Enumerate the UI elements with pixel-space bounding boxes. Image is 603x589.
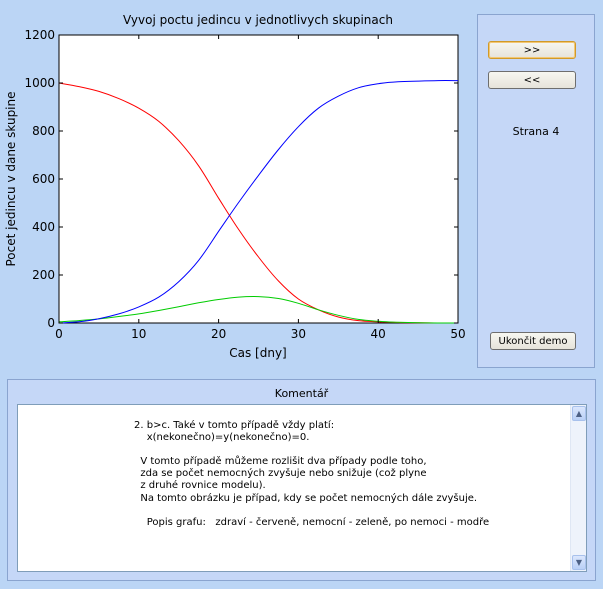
y-tick-label: 200 bbox=[32, 268, 55, 282]
y-tick-label: 1000 bbox=[24, 76, 55, 90]
comment-scrollbar[interactable] bbox=[570, 405, 586, 571]
previous-page-button[interactable]: << bbox=[488, 71, 576, 89]
comment-panel bbox=[7, 379, 596, 581]
comment-textarea[interactable] bbox=[17, 404, 587, 572]
y-tick-label: 1200 bbox=[24, 28, 55, 42]
chart-title: Vyvoj poctu jedincu v jednotlivych skupinach bbox=[123, 13, 393, 27]
x-tick-label: 20 bbox=[210, 327, 227, 341]
end-demo-button[interactable]: Ukončit demo bbox=[490, 332, 576, 350]
y-axis-label: Pocet jedincu v dane skupine bbox=[4, 91, 18, 267]
x-axis-label: Cas [dny] bbox=[229, 346, 287, 360]
comment-title: Komentář bbox=[274, 387, 329, 400]
y-tick-label: 0 bbox=[47, 316, 55, 330]
y-tick-label: 400 bbox=[32, 220, 55, 234]
comment-text: 2. b>c. Také v tomto případě vždy platí: x(nekonečno)=y(nekonečno)=0. V tomto případě můžeme rozlišit dva případy podle toho, zda se počet nemocných zvyšuje nebo snižuje (což plyne z druhé rovnice modelu). Na tomto obrázku je případ, kdy se počet nemocných dále zvyšuje. Popis grafu: zdraví - červeně, nemocní - zeleně, po nemoci - modře bbox=[134, 420, 490, 528]
population-chart bbox=[0, 0, 470, 370]
scroll-down-icon[interactable]: ▼ bbox=[572, 555, 586, 570]
y-tick-label: 600 bbox=[32, 172, 55, 186]
plot-area bbox=[59, 35, 458, 323]
x-tick-label: 50 bbox=[450, 327, 466, 341]
x-tick-label: 0 bbox=[55, 327, 63, 341]
x-tick-label: 40 bbox=[370, 327, 386, 341]
page-indicator: Strana 4 bbox=[512, 125, 560, 138]
control-panel bbox=[477, 14, 595, 368]
next-page-button[interactable]: >> bbox=[488, 41, 576, 59]
x-tick-label: 30 bbox=[290, 327, 307, 341]
x-tick-label: 10 bbox=[131, 327, 147, 341]
scroll-up-icon[interactable]: ▲ bbox=[572, 406, 586, 421]
y-tick-label: 800 bbox=[32, 124, 55, 138]
